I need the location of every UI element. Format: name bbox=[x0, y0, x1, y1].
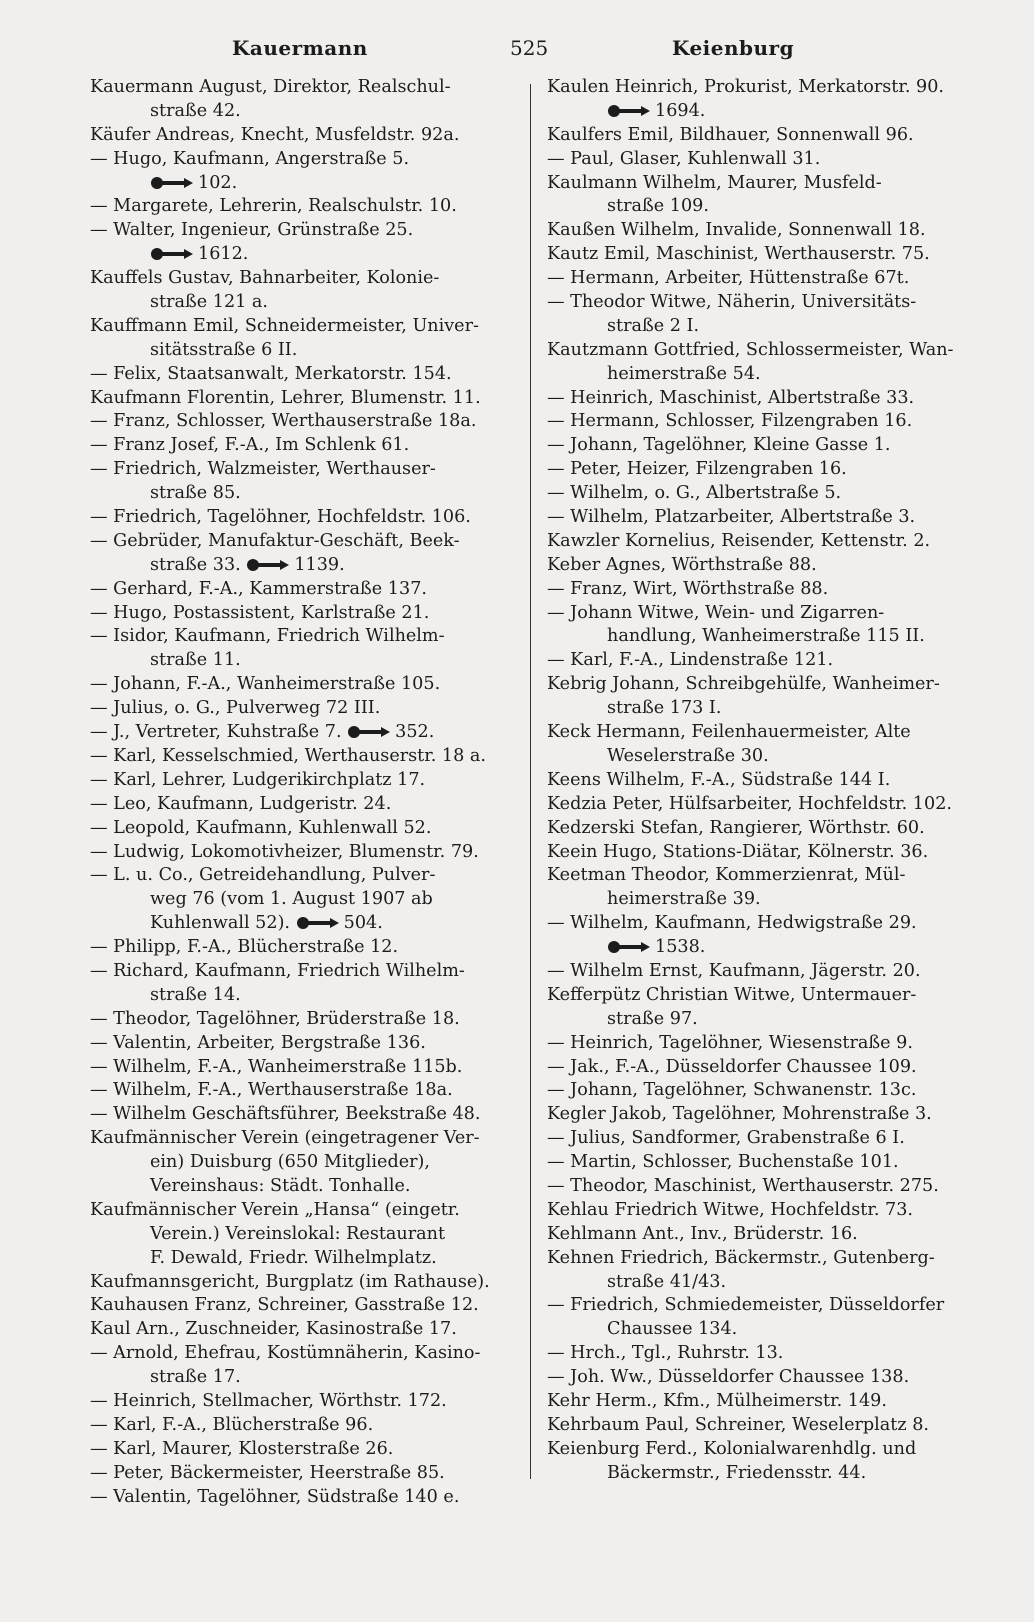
entry-text: handlung, Wanheimerstraße 115 II. bbox=[607, 626, 925, 647]
entry-text: Kaufmännischer Verein „Hansa“ (eingetr. bbox=[90, 1199, 460, 1220]
directory-entry-line bbox=[90, 864, 515, 888]
entry-text: — Peter, Heizer, Filzengraben 16. bbox=[547, 459, 847, 480]
directory-entry-line bbox=[547, 1151, 972, 1175]
directory-entry-line bbox=[547, 745, 972, 769]
directory-entry-line bbox=[90, 912, 515, 936]
entry-text: — Leopold, Kaufmann, Kuhlenwall 52. bbox=[90, 817, 432, 838]
entry-text: Kauffels Gustav, Bahnarbeiter, Kolonie- bbox=[90, 268, 440, 289]
directory-entry-line bbox=[547, 1103, 972, 1127]
entry-text: — Julius, o. G., Pulverweg 72 III. bbox=[90, 698, 381, 719]
entry-text: Kaufmannsgericht, Burgplatz (im Rathause). bbox=[90, 1271, 490, 1292]
entry-text: — Heinrich, Tagelöhner, Wiesenstraße 9. bbox=[547, 1032, 913, 1053]
entry-text: Kautz Emil, Maschinist, Werthauserstr. 75. bbox=[547, 244, 930, 265]
entry-text: straße 11. bbox=[150, 650, 241, 671]
entry-text: — Karl, Kesselschmied, Werthauserstr. 18 a. bbox=[90, 745, 486, 766]
entry-text: Kaufmännischer Verein (eingetragener Ver- bbox=[90, 1128, 480, 1149]
directory-entry-line bbox=[90, 458, 515, 482]
entry-text: Kehr Herm., Kfm., Mülheimerstr. 149. bbox=[547, 1390, 887, 1411]
telephone-icon bbox=[607, 940, 651, 954]
entry-text: 102. bbox=[198, 172, 238, 193]
entry-text: — Paul, Glaser, Kuhlenwall 31. bbox=[547, 148, 821, 169]
entry-text: Kuhlenwall 52). bbox=[150, 913, 291, 934]
entry-text: — Johann, Tagelöhner, Kleine Gasse 1. bbox=[547, 435, 891, 456]
entry-text: Kaulfers Emil, Bildhauer, Sonnenwall 96. bbox=[547, 124, 914, 145]
telephone-icon bbox=[150, 247, 194, 261]
entry-text: Chaussee 134. bbox=[607, 1319, 738, 1340]
directory-entry-line bbox=[547, 76, 972, 100]
entry-text: Kehlmann Ant., Inv., Brüderstr. 16. bbox=[547, 1223, 858, 1244]
entry-text: — Valentin, Arbeiter, Bergstraße 136. bbox=[90, 1032, 426, 1053]
entry-text: Kaulmann Wilhelm, Maurer, Musfeld- bbox=[547, 172, 882, 193]
directory-entry-line bbox=[90, 1462, 515, 1486]
directory-entry-line bbox=[90, 1079, 515, 1103]
directory-entry-line bbox=[547, 1223, 972, 1247]
entry-text: Keetman Theodor, Kommerzienrat, Mül- bbox=[547, 865, 906, 886]
telephone-icon bbox=[246, 558, 290, 572]
directory-entry-line bbox=[547, 1247, 972, 1271]
entry-text: — Richard, Kaufmann, Friedrich Wilhelm- bbox=[90, 960, 465, 981]
directory-entry-line bbox=[90, 602, 515, 626]
entry-text: Kefferpütz Christian Witwe, Untermauer- bbox=[547, 984, 917, 1005]
entry-text: — Wilhelm Geschäftsführer, Beekstraße 48. bbox=[90, 1104, 481, 1125]
entry-text: — Theodor, Maschinist, Werthauserstr. 275. bbox=[547, 1175, 939, 1196]
phone-number: 1139. bbox=[294, 554, 345, 575]
directory-entry-line bbox=[90, 1127, 515, 1151]
directory-entry-line bbox=[547, 960, 972, 984]
directory-entry-line bbox=[90, 1199, 515, 1223]
directory-entry-line bbox=[547, 1008, 972, 1032]
entry-text: — Hrch., Tgl., Ruhrstr. 13. bbox=[547, 1343, 784, 1364]
entry-text: Weselerstraße 30. bbox=[607, 745, 769, 766]
entry-text: — Friedrich, Tagelöhner, Hochfeldstr. 106. bbox=[90, 507, 471, 528]
entry-text: — Valentin, Tagelöhner, Südstraße 140 e. bbox=[90, 1486, 460, 1507]
entry-text: — Johann Witwe, Wein- und Zigarren- bbox=[547, 602, 885, 623]
telephone-icon bbox=[150, 176, 194, 190]
directory-entry-line bbox=[90, 291, 515, 315]
directory-entry-line bbox=[547, 721, 972, 745]
entry-text: — Isidor, Kaufmann, Friedrich Wilhelm- bbox=[90, 626, 445, 647]
directory-entry-line bbox=[90, 482, 515, 506]
directory-entry-line bbox=[547, 912, 972, 936]
directory-entry-line bbox=[547, 769, 972, 793]
directory-entry-line bbox=[547, 506, 972, 530]
entry-text: Kehlau Friedrich Witwe, Hochfeldstr. 73. bbox=[547, 1199, 913, 1220]
directory-entry-line bbox=[90, 554, 515, 578]
directory-entry-line bbox=[547, 864, 972, 888]
entry-text: Kaul Arn., Zuschneider, Kasinostraße 17. bbox=[90, 1319, 457, 1340]
entry-text: straße 17. bbox=[150, 1367, 241, 1388]
entry-text: Kehrbaum Paul, Schreiner, Weselerplatz 8. bbox=[547, 1414, 930, 1435]
directory-entry-line bbox=[90, 745, 515, 769]
entry-text: straße 14. bbox=[150, 984, 241, 1005]
entry-text: — Gebrüder, Manufaktur-Geschäft, Beek- bbox=[90, 530, 460, 551]
directory-entry-line bbox=[90, 195, 515, 219]
entry-text: — Wilhelm, o. G., Albertstraße 5. bbox=[547, 483, 842, 504]
entry-text: — Johann, Tagelöhner, Schwanenstr. 13c. bbox=[547, 1080, 917, 1101]
telephone-icon bbox=[607, 104, 651, 118]
directory-entry-line bbox=[547, 1294, 972, 1318]
entry-text: weg 76 (vom 1. August 1907 ab bbox=[150, 889, 433, 910]
entry-text: 1612. bbox=[198, 244, 249, 265]
directory-entry-line bbox=[547, 1438, 972, 1462]
entry-text: — Hermann, Arbeiter, Hüttenstraße 67t. bbox=[547, 268, 910, 289]
directory-entry-line bbox=[547, 841, 972, 865]
entry-text: — Franz, Schlosser, Werthauserstraße 18a. bbox=[90, 411, 477, 432]
entry-text: straße 41/43. bbox=[607, 1271, 727, 1292]
entry-text: — Philipp, F.-A., Blücherstraße 12. bbox=[90, 937, 399, 958]
directory-entry-line bbox=[547, 482, 972, 506]
entry-text: — Peter, Bäckermeister, Heerstraße 85. bbox=[90, 1462, 445, 1483]
directory-entry-line bbox=[90, 172, 515, 196]
directory-entry-line bbox=[90, 1175, 515, 1199]
directory-entry-line bbox=[547, 1079, 972, 1103]
directory-entry-line bbox=[90, 148, 515, 172]
phone-number: 504. bbox=[343, 913, 383, 934]
entry-text: Bäckermstr., Friedensstr. 44. bbox=[607, 1462, 867, 1483]
directory-entry-line bbox=[90, 769, 515, 793]
directory-entry-line bbox=[90, 793, 515, 817]
directory-entry-line bbox=[547, 888, 972, 912]
directory-entry-line bbox=[547, 434, 972, 458]
right-column bbox=[547, 76, 972, 1582]
entry-text: Kauermann August, Direktor, Realschul- bbox=[90, 77, 451, 97]
directory-entry-line bbox=[90, 1342, 515, 1366]
column-divider bbox=[530, 84, 531, 1479]
entry-text: — Hugo, Postassistent, Karlstraße 21. bbox=[90, 602, 430, 623]
directory-entry-line bbox=[547, 554, 972, 578]
directory-entry-line bbox=[90, 124, 515, 148]
directory-entry-line bbox=[547, 1032, 972, 1056]
directory-entry-line bbox=[90, 1103, 515, 1127]
directory-entry-line bbox=[90, 817, 515, 841]
directory-entry-line bbox=[90, 363, 515, 387]
entry-text: — Theodor, Tagelöhner, Brüderstraße 18. bbox=[90, 1008, 460, 1029]
directory-entry-line bbox=[547, 1342, 972, 1366]
entry-text: — Gerhard, F.-A., Kammerstraße 137. bbox=[90, 578, 427, 599]
entry-text: Käufer Andreas, Knecht, Musfeldstr. 92a. bbox=[90, 124, 460, 145]
telephone-icon bbox=[347, 725, 391, 739]
directory-entry-line bbox=[547, 267, 972, 291]
directory-entry-line bbox=[90, 530, 515, 554]
entry-text: — L. u. Co., Getreidehandlung, Pulver- bbox=[90, 865, 436, 886]
entry-text: — J., Vertreter, Kuhstraße 7. bbox=[90, 722, 342, 743]
directory-entry-line bbox=[547, 1127, 972, 1151]
entry-text: straße 2 I. bbox=[607, 315, 700, 336]
entry-text: straße 42. bbox=[150, 100, 241, 121]
entry-text: — Wilhelm, F.-A., Werthauserstraße 18a. bbox=[90, 1080, 453, 1101]
entry-text: — Julius, Sandformer, Grabenstraße 6 I. bbox=[547, 1128, 905, 1149]
directory-entry-line bbox=[547, 410, 972, 434]
directory-entry-line bbox=[547, 578, 972, 602]
directory-entry-line bbox=[547, 243, 972, 267]
entry-text: Kedzerski Stefan, Rangierer, Wörthstr. 60. bbox=[547, 817, 925, 838]
directory-entry-line bbox=[90, 578, 515, 602]
directory-entry-line bbox=[90, 841, 515, 865]
directory-entry-line bbox=[547, 793, 972, 817]
entry-text: straße 97. bbox=[607, 1008, 698, 1029]
directory-entry-line bbox=[547, 1390, 972, 1414]
directory-entry-line bbox=[547, 1462, 972, 1486]
entry-text: — Arnold, Ehefrau, Kostümnäherin, Kasino- bbox=[90, 1343, 481, 1364]
entry-text: — Heinrich, Stellmacher, Wörthstr. 172. bbox=[90, 1390, 447, 1411]
entry-text: — Hermann, Schlosser, Filzengraben 16. bbox=[547, 411, 913, 432]
directory-entry-line bbox=[547, 100, 972, 124]
directory-entry-line bbox=[90, 1438, 515, 1462]
directory-entry-line bbox=[90, 936, 515, 960]
directory-entry-line bbox=[547, 172, 972, 196]
entry-text: Kaufmann Florentin, Lehrer, Blumenstr. 11. bbox=[90, 387, 481, 408]
entry-text: Keens Wilhelm, F.-A., Südstraße 144 I. bbox=[547, 769, 891, 790]
directory-entry-line bbox=[90, 506, 515, 530]
directory-entry-line bbox=[547, 339, 972, 363]
phone-number: 352. bbox=[395, 722, 435, 743]
entry-text: — Heinrich, Maschinist, Albertstraße 33. bbox=[547, 387, 915, 408]
directory-entry-line bbox=[90, 434, 515, 458]
entry-text: F. Dewald, Friedr. Wilhelmplatz. bbox=[150, 1247, 437, 1268]
entry-text: — Franz, Wirt, Wörthstraße 88. bbox=[547, 578, 829, 599]
entry-text: — Wilhelm Ernst, Kaufmann, Jägerstr. 20. bbox=[547, 960, 921, 981]
entry-text: Verein.) Vereinslokal: Restaurant bbox=[150, 1223, 446, 1244]
entry-text: heimerstraße 54. bbox=[607, 363, 761, 384]
directory-entry-line bbox=[547, 124, 972, 148]
entry-text: ein) Duisburg (650 Mitglieder), bbox=[150, 1152, 430, 1173]
directory-entry-line bbox=[90, 1294, 515, 1318]
entry-text: — Joh. Ww., Düsseldorfer Chaussee 138. bbox=[547, 1367, 910, 1388]
directory-entry-line bbox=[547, 219, 972, 243]
entry-text: Keein Hugo, Stations-Diätar, Kölnerstr. 36. bbox=[547, 841, 929, 862]
directory-entry-line bbox=[547, 602, 972, 626]
directory-entry-line bbox=[547, 1199, 972, 1223]
entry-text: 1538. bbox=[655, 937, 706, 958]
entry-text: — Friedrich, Walzmeister, Werthauser- bbox=[90, 459, 436, 480]
entry-text: — Karl, F.-A., Lindenstraße 121. bbox=[547, 650, 834, 671]
directory-entry-line bbox=[90, 339, 515, 363]
directory-entry-line bbox=[547, 291, 972, 315]
entry-text: — Karl, F.-A., Blücherstraße 96. bbox=[90, 1414, 374, 1435]
directory-entry-line bbox=[547, 363, 972, 387]
directory-entry-line bbox=[547, 625, 972, 649]
entry-text: — Martin, Schlosser, Buchenstaße 101. bbox=[547, 1152, 899, 1173]
entry-text: straße 85. bbox=[150, 483, 241, 504]
directory-entry-line bbox=[547, 1414, 972, 1438]
directory-entry-line bbox=[90, 315, 515, 339]
entry-text: Kautzmann Gottfried, Schlossermeister, Wan- bbox=[547, 339, 954, 360]
directory-entry-line bbox=[90, 625, 515, 649]
directory-entry-line bbox=[90, 410, 515, 434]
directory-entry-line bbox=[547, 936, 972, 960]
directory-entry-line bbox=[90, 1318, 515, 1342]
entry-text: Vereinshaus: Städt. Tonhalle. bbox=[150, 1175, 411, 1196]
directory-entry-line bbox=[90, 1008, 515, 1032]
entry-text: Kaußen Wilhelm, Invalide, Sonnenwall 18. bbox=[547, 220, 926, 241]
entry-text: — Jak., F.-A., Düsseldorfer Chaussee 109. bbox=[547, 1056, 917, 1077]
entry-text: straße 33. bbox=[150, 554, 241, 575]
entry-text: — Friedrich, Schmiedemeister, Düsseldorfer bbox=[547, 1295, 945, 1316]
entry-text: Kawzler Kornelius, Reisender, Kettenstr. 2. bbox=[547, 530, 931, 551]
entry-text: Keck Hermann, Feilenhauermeister, Alte bbox=[547, 722, 911, 743]
entry-text: Keienburg Ferd., Kolonialwarenhdlg. und bbox=[547, 1438, 917, 1459]
left-column bbox=[90, 76, 515, 1582]
directory-entry-line bbox=[90, 1414, 515, 1438]
entry-text: heimerstraße 39. bbox=[607, 889, 761, 910]
directory-entry-line bbox=[547, 458, 972, 482]
entry-text: — Felix, Staatsanwalt, Merkatorstr. 154. bbox=[90, 363, 452, 384]
directory-entry-line bbox=[90, 960, 515, 984]
directory-entry-line bbox=[90, 1151, 515, 1175]
entry-text: — Theodor Witwe, Näherin, Universitäts- bbox=[547, 292, 917, 313]
page-header bbox=[82, 30, 816, 70]
directory-entry-line bbox=[90, 1366, 515, 1390]
telephone-icon bbox=[296, 916, 340, 930]
directory-entry-line bbox=[90, 243, 515, 267]
header-first-entry: Kauermann bbox=[232, 36, 368, 60]
directory-entry-line bbox=[90, 387, 515, 411]
entry-text: Kebrig Johann, Schreibgehülfe, Wanheimer- bbox=[547, 674, 940, 695]
entry-text: — Franz Josef, F.-A., Im Schlenk 61. bbox=[90, 435, 410, 456]
entry-text: — Leo, Kaufmann, Ludgeristr. 24. bbox=[90, 793, 392, 814]
entry-text: straße 173 I. bbox=[607, 698, 722, 719]
directory-entry-line bbox=[547, 315, 972, 339]
directory-entry-line bbox=[547, 817, 972, 841]
entry-text: — Wilhelm, Kaufmann, Hedwigstraße 29. bbox=[547, 913, 917, 934]
directory-entry-line bbox=[90, 1247, 515, 1271]
entry-text: — Hugo, Kaufmann, Angerstraße 5. bbox=[90, 148, 410, 169]
directory-entry-line bbox=[547, 673, 972, 697]
directory-entry-line bbox=[90, 673, 515, 697]
directory-entry-line bbox=[90, 697, 515, 721]
entry-text: — Walter, Ingenieur, Grünstraße 25. bbox=[90, 220, 414, 241]
header-last-entry: Keienburg bbox=[672, 36, 795, 60]
directory-entry-line bbox=[90, 1056, 515, 1080]
directory-entry-line bbox=[547, 1318, 972, 1342]
directory-entry-line bbox=[90, 1390, 515, 1414]
entry-text: — Karl, Lehrer, Ludgerikirchplatz 17. bbox=[90, 769, 426, 790]
directory-entry-line bbox=[547, 1366, 972, 1390]
entry-text: straße 109. bbox=[607, 196, 709, 217]
entry-text: 1694. bbox=[655, 100, 706, 121]
entry-text: Kedzia Peter, Hülfsarbeiter, Hochfeldstr. 102. bbox=[547, 793, 952, 814]
directory-entry-line bbox=[90, 888, 515, 912]
entry-text: sitätsstraße 6 II. bbox=[150, 339, 298, 360]
directory-entry-line bbox=[90, 100, 515, 124]
entry-text: Kaulen Heinrich, Prokurist, Merkatorstr. 90. bbox=[547, 77, 945, 97]
directory-entry-line bbox=[90, 76, 515, 100]
entry-text: Kehnen Friedrich, Bäckermstr., Gutenberg- bbox=[547, 1247, 935, 1268]
entry-text: — Karl, Maurer, Klosterstraße 26. bbox=[90, 1438, 394, 1459]
directory-entry-line bbox=[547, 195, 972, 219]
directory-entry-line bbox=[547, 530, 972, 554]
directory-entry-line bbox=[547, 148, 972, 172]
directory-entry-line bbox=[547, 649, 972, 673]
directory-entry-line bbox=[90, 219, 515, 243]
directory-entry-line bbox=[90, 984, 515, 1008]
entry-text: — Ludwig, Lokomotivheizer, Blumenstr. 79. bbox=[90, 841, 479, 862]
entry-text: — Wilhelm, F.-A., Wanheimerstraße 115b. bbox=[90, 1056, 463, 1077]
directory-entry-line bbox=[90, 267, 515, 291]
entry-text: — Wilhelm, Platzarbeiter, Albertstraße 3. bbox=[547, 507, 916, 528]
directory-entry-line bbox=[547, 697, 972, 721]
entry-text: — Johann, F.-A., Wanheimerstraße 105. bbox=[90, 674, 441, 695]
entry-text: Kegler Jakob, Tagelöhner, Mohrenstraße 3. bbox=[547, 1104, 932, 1125]
directory-entry-line bbox=[90, 1271, 515, 1295]
entry-text: Keber Agnes, Wörthstraße 88. bbox=[547, 554, 817, 575]
entry-text: straße 121 a. bbox=[150, 292, 269, 313]
entry-text: — Margarete, Lehrerin, Realschulstr. 10. bbox=[90, 196, 457, 217]
directory-entry-line bbox=[90, 1486, 515, 1510]
directory-entry-line bbox=[547, 984, 972, 1008]
directory-entry-line bbox=[90, 721, 515, 745]
entry-text: Kauffmann Emil, Schneidermeister, Univer- bbox=[90, 315, 479, 336]
directory-entry-line bbox=[547, 1175, 972, 1199]
entry-text: Kauhausen Franz, Schreiner, Gasstraße 12. bbox=[90, 1295, 479, 1316]
directory-entry-line bbox=[547, 387, 972, 411]
directory-entry-line bbox=[547, 1056, 972, 1080]
directory-entry-line bbox=[90, 1032, 515, 1056]
directory-entry-line bbox=[90, 649, 515, 673]
directory-entry-line bbox=[90, 1223, 515, 1247]
directory-entry-line bbox=[547, 1271, 972, 1295]
page-number: 525 bbox=[510, 36, 549, 60]
